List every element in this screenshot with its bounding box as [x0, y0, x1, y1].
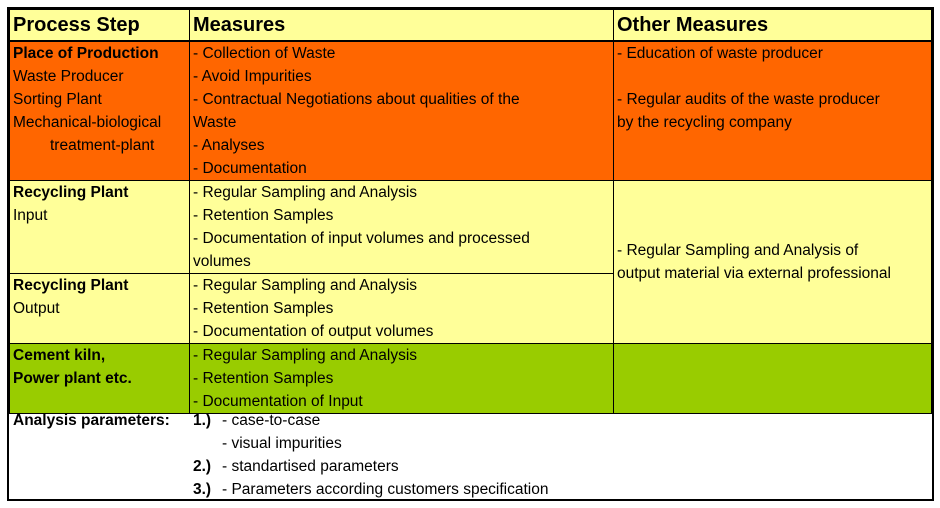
measure-item: - Retention Samples [193, 370, 334, 387]
other-item: - Education of waste producer [617, 45, 823, 62]
other-spacer [617, 65, 928, 88]
param-number: 2.) [193, 458, 212, 475]
measures-table [9, 9, 932, 414]
measures-cell [190, 344, 614, 414]
step-title: Recycling Plant [13, 184, 129, 201]
step-cell [10, 344, 190, 414]
step-line: Output [13, 300, 60, 317]
other-item: by the recycling company [617, 114, 792, 131]
step-cell [10, 181, 190, 274]
step-title: Recycling Plant [13, 277, 129, 294]
measure-item: volumes [193, 253, 251, 270]
other-measures-cell [614, 41, 932, 181]
measures-cell [190, 41, 614, 181]
measure-item: - Regular Sampling and Analysis [193, 184, 418, 201]
step-title: Place of Production [13, 45, 159, 62]
step-line: Mechanical-biological [13, 114, 162, 131]
measure-item: - Documentation [193, 160, 307, 177]
measure-item: - Avoid Impurities [193, 68, 312, 85]
row-cement-kiln [10, 344, 932, 414]
other-item: - Regular audits of the waste producer [617, 91, 880, 108]
step-cell [10, 41, 190, 181]
analysis-parameters [10, 409, 930, 499]
step-line: Input [13, 207, 48, 224]
param-text: - visual impurities [222, 435, 342, 452]
param-number: 1.) [193, 412, 212, 429]
step-line: treatment-plant [50, 137, 155, 154]
step-line: Waste Producer [13, 68, 124, 85]
step-cell [10, 274, 190, 344]
recycling-other-cell [614, 181, 932, 344]
measure-item: - Documentation of Input [193, 393, 363, 410]
row-recycling-input [10, 181, 932, 274]
param-text: - case-to-case [222, 412, 321, 429]
measure-item: - Retention Samples [193, 300, 334, 317]
header-other-measures: Other Measures [614, 10, 932, 42]
param-text: - Parameters according customers specification [222, 481, 549, 498]
step-title: Power plant etc. [13, 370, 132, 387]
measures-table-sheet [7, 7, 934, 501]
measure-item: - Documentation of output volumes [193, 323, 434, 340]
measures-cell [190, 274, 614, 344]
step-title: Cement kiln, [13, 347, 106, 364]
measure-item: - Regular Sampling and Analysis [193, 347, 418, 364]
measure-item: - Retention Samples [193, 207, 334, 224]
measure-item: - Documentation of input volumes and processed [193, 230, 530, 247]
other-item: output material via external professional [617, 265, 891, 282]
measures-cell [190, 181, 614, 274]
row-place-of-production [10, 41, 932, 181]
measure-item: - Regular Sampling and Analysis [193, 277, 418, 294]
measure-item: Waste [193, 114, 237, 131]
header-process-step: Process Step [10, 10, 190, 42]
measure-item: - Contractual Negotiations about qualities of the [193, 91, 520, 108]
other-measures-cell [614, 344, 932, 414]
header-row [10, 10, 932, 42]
measure-item: - Analyses [193, 137, 265, 154]
measure-item: - Collection of Waste [193, 45, 336, 62]
step-line: Sorting Plant [13, 91, 102, 108]
param-number: 3.) [193, 481, 212, 498]
other-item: - Regular Sampling and Analysis of [617, 242, 859, 259]
header-measures: Measures [190, 10, 614, 42]
analysis-label: Analysis parameters: [13, 412, 170, 429]
param-text: - standartised parameters [222, 458, 399, 475]
